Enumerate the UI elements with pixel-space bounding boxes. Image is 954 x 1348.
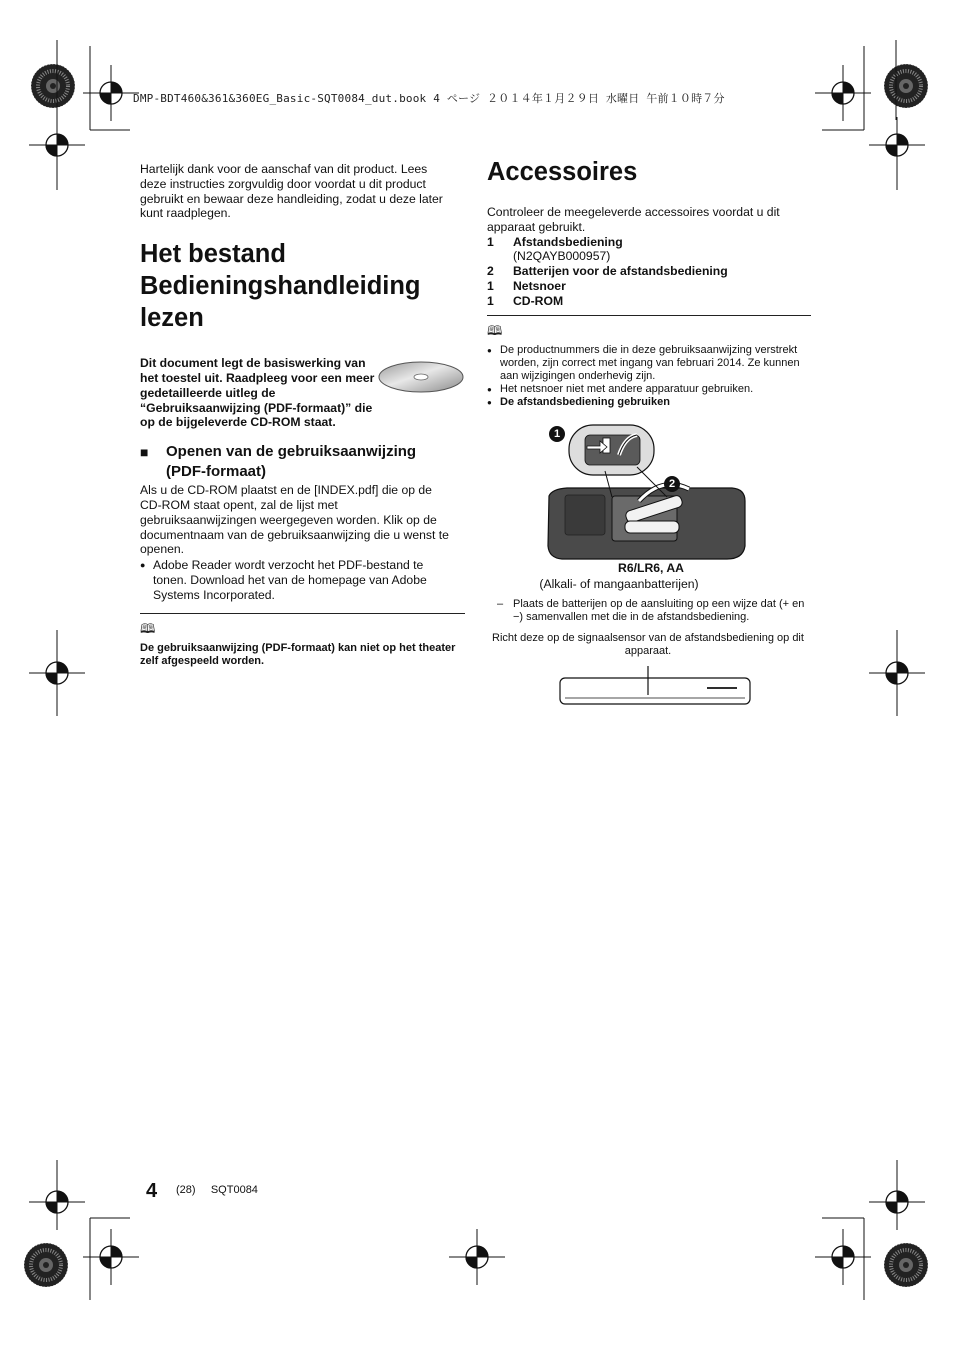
player-drawing xyxy=(487,664,811,714)
list-item: 1 CD-ROM xyxy=(487,293,564,308)
divider xyxy=(140,613,465,614)
battery-label: R6/LR6, AA xyxy=(618,560,684,575)
remote-battery-drawing xyxy=(527,421,767,561)
sub-heading: ■ Openen van de gebruiksaanwijzing (PDF-formaat) xyxy=(140,443,417,481)
accessories-intro: Controleer de meegeleverde accessoires voordat u dit apparaat gebruikt. xyxy=(487,205,780,234)
note-item: ● Het netsnoer niet met andere apparatuur gebruiken. xyxy=(487,382,754,395)
battery-illustration xyxy=(487,421,811,561)
accessories-list xyxy=(487,235,811,309)
dash-note: – Plaats de batterijen op de aansluiting op een wijze dat (+ en −) samenvallen met die in de afstandsbediening. xyxy=(496,598,805,624)
battery-type: (Alkali- of mangaanbatterijen) xyxy=(539,577,699,592)
bold-description: Dit document legt de basiswerking van het toestel uit. Raadpleeg voor een meer gedetailleerde uitleg de “Gebruiksaanwijzing (PDF-formaat)” die op de bijgeleverde CD-ROM staat. xyxy=(140,356,375,430)
bullet-dot-icon: ● xyxy=(487,384,492,394)
bullet-item: ● Adobe Reader wordt verzocht het PDF-bestand te tonen. Download het van de homepage van Adobe Systems Incorporated. xyxy=(140,558,427,602)
body-text: Als u de CD-ROM plaatst en de [INDEX.pdf] die op de CD-ROM staat opent, zal de lijst met gebruiksaanwijzingen weergegeven worden. Klik op de documentnaam van de gebruiksaanwijzing die u wenst te openen. xyxy=(140,483,449,557)
note-item: ● De afstandsbediening gebruiken xyxy=(487,395,670,408)
bullet-dot-icon: ● xyxy=(140,560,146,571)
note-text: De gebruiksaanwijzing (PDF-formaat) kan niet op het theater zelf afgespeeld worden. xyxy=(140,641,456,667)
list-item: 1 Afstandsbediening (N2QAYB000957) xyxy=(487,234,623,264)
list-item: 2 Batterijen voor de afstandsbediening xyxy=(487,264,728,279)
footer-meta: (28) SQT0084 xyxy=(176,1184,258,1196)
note-book-icon: 🕮 xyxy=(140,620,156,636)
step-1-badge: 1 xyxy=(549,426,565,442)
description-block xyxy=(140,356,466,430)
bullet-dot-icon: ● xyxy=(487,345,492,355)
section-title: Het bestand Bedieningshandleiding lezen xyxy=(140,240,421,333)
note-item: ● De productnummers die in deze gebruiksaanwijzing verstrekt worden, zijn correct met ingang van februari 2014. Ze kunnen aan wijzigingen onderhevig zijn. xyxy=(487,343,800,382)
cd-rom-icon xyxy=(376,360,466,394)
accessories-title: Accessoires xyxy=(487,158,638,186)
left-column xyxy=(140,162,466,668)
intro-text: Hartelijk dank voor de aanschaf van dit product. Lees deze instructies zorgvuldig door voordat u dit product gebruikt en bewaar deze handleiding, zodat u deze later kunt raadplegen. xyxy=(140,162,443,221)
page-number: 4 xyxy=(146,1180,158,1202)
note-book-icon: 🕮 xyxy=(487,322,503,338)
sensor-note: Richt deze op de signaalsensor van de afstandsbediening op dit apparaat. xyxy=(492,632,804,658)
bullet-dot-icon: ● xyxy=(487,397,492,407)
list-item: 1 Netsnoer xyxy=(487,278,566,293)
divider xyxy=(487,315,811,316)
step-2-badge: 2 xyxy=(664,476,680,492)
square-bullet-icon: ■ xyxy=(140,444,149,461)
print-header: DMP-BDT460&361&360EG_Basic-SQT0084_dut.book 4 ページ ２０１４年１月２９日 水曜日 午前１０時７分 xyxy=(133,92,725,105)
right-column xyxy=(487,158,811,714)
